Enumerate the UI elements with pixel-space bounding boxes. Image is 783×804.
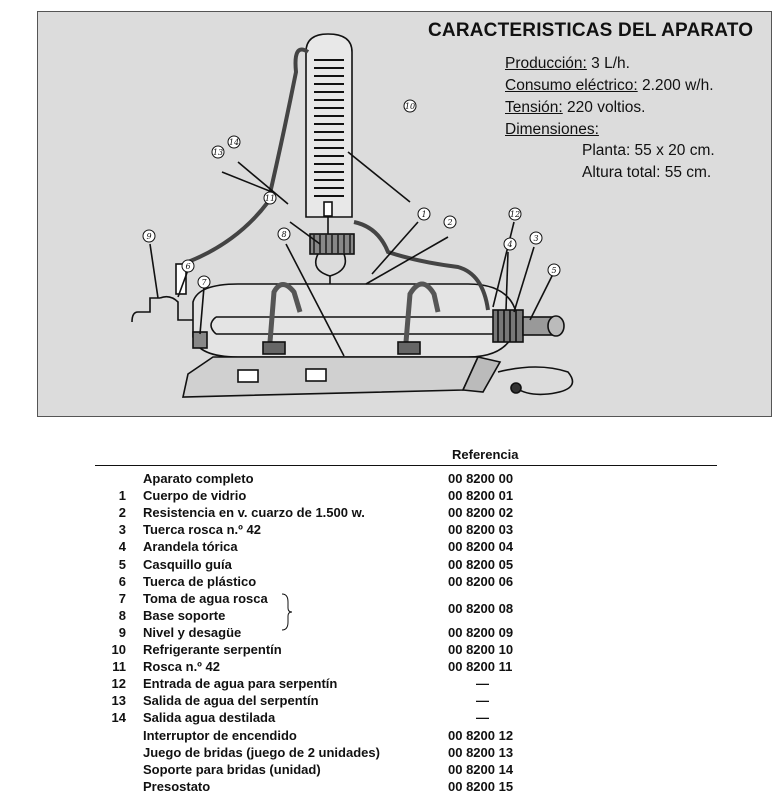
- spec-dimensiones: [505, 121, 599, 139]
- spec-planta: Planta: 55 x 20 cm.: [582, 142, 715, 159]
- table-row: [0, 625, 783, 642]
- part-number: 2: [118, 505, 126, 521]
- svg-text:1: 1: [421, 210, 427, 219]
- part-description: Refrigerante serpentín: [143, 642, 282, 657]
- table-row: [0, 762, 783, 779]
- part-reference: 00 8200 02: [448, 505, 514, 521]
- part-description: Soporte para bridas (unidad): [143, 761, 321, 777]
- callout-14: [228, 136, 240, 148]
- distiller-drawing: [38, 12, 773, 418]
- part-reference: —: [476, 676, 489, 692]
- spec-consumo-value: 2.200 w/h.: [641, 77, 714, 94]
- part-number: 10: [111, 642, 126, 657]
- spec-produccion-label: Producción:: [505, 55, 587, 72]
- part-reference: 00 8200 13: [448, 744, 514, 760]
- part-description: Tuerca rosca n.º 42: [143, 522, 261, 538]
- part-number: 5: [118, 556, 126, 572]
- part-number: 11: [112, 659, 126, 675]
- part-reference: 00 8200 15: [448, 778, 514, 794]
- callout-2: [444, 216, 456, 228]
- header-rule: [95, 465, 717, 466]
- part-reference: —: [476, 710, 489, 726]
- table-row: [0, 728, 783, 745]
- callout-5: [548, 264, 560, 276]
- table-row: [0, 522, 783, 539]
- spec-produccion-value: 3 L/h.: [591, 55, 630, 72]
- part-number: 8: [118, 607, 126, 623]
- svg-text:14: 14: [228, 138, 240, 147]
- spec-produccion: [505, 55, 630, 73]
- part-description: Entrada de agua para serpentín: [143, 676, 338, 692]
- spec-tension: [505, 99, 645, 117]
- specs-title: CARACTERISTICAS DEL APARATO: [428, 20, 754, 41]
- callout-7: [198, 276, 210, 288]
- part-description: Tuerca de plástico: [143, 573, 257, 589]
- svg-text:5: 5: [551, 266, 557, 275]
- part-number: 14: [111, 710, 126, 726]
- spec-consumo-label: Consumo eléctrico:: [505, 77, 638, 94]
- part-number: 13: [111, 693, 126, 709]
- svg-text:12: 12: [509, 210, 521, 219]
- callout-12: [509, 208, 521, 220]
- callout-1: [418, 208, 430, 220]
- table-row: [0, 676, 783, 693]
- svg-text:3: 3: [533, 234, 539, 243]
- part-reference: 00 8200 03: [448, 522, 514, 538]
- callout-4: [504, 238, 516, 250]
- table-row: [0, 591, 783, 608]
- part-number: 7: [118, 590, 126, 606]
- table-row: [0, 642, 783, 659]
- table-row: [0, 659, 783, 676]
- part-description: Arandela tórica: [143, 539, 238, 555]
- part-reference: 00 8200 14: [448, 761, 514, 777]
- callout-3: [530, 232, 542, 244]
- part-reference: 00 8200 12: [448, 727, 514, 743]
- svg-text:13: 13: [212, 148, 224, 157]
- part-description: Base soporte: [143, 607, 226, 623]
- part-number: 6: [118, 573, 126, 589]
- part-number: 1: [118, 488, 126, 504]
- part-description: Salida agua destilada: [143, 710, 276, 726]
- spec-tension-label: Tensión:: [505, 99, 563, 116]
- table-row: [0, 505, 783, 522]
- callout-8: [278, 228, 290, 240]
- callout-6: [182, 260, 194, 272]
- part-number: 12: [111, 676, 126, 692]
- spec-tension-value: 220 voltios.: [567, 99, 646, 116]
- table-row: [0, 608, 783, 625]
- part-description: Casquillo guía: [143, 556, 232, 572]
- svg-text:9: 9: [146, 232, 152, 241]
- callout-10: [404, 100, 416, 112]
- part-description: Presostato: [143, 778, 211, 794]
- part-number: 3: [118, 522, 126, 538]
- part-description: Interruptor de encendido: [143, 727, 297, 743]
- reference-header: Referencia: [452, 447, 519, 462]
- part-number: 9: [118, 624, 126, 640]
- part-description: Aparato completo: [143, 471, 254, 486]
- callout-9: [143, 230, 155, 242]
- grouped-reference-7-8: 00 8200 08: [448, 601, 514, 616]
- part-description: Juego de bridas (juego de 2 unidades): [143, 744, 380, 760]
- part-reference: 00 8200 09: [448, 624, 514, 640]
- spec-dimensiones-label: Dimensiones:: [505, 121, 599, 138]
- callout-11: [264, 192, 276, 204]
- part-reference: 00 8200 10: [448, 642, 514, 657]
- part-reference: 00 8200 01: [448, 488, 514, 504]
- table-row: [0, 745, 783, 762]
- table-row: [0, 574, 783, 591]
- svg-text:11: 11: [264, 194, 276, 203]
- svg-text:7: 7: [201, 278, 207, 287]
- table-row: [0, 539, 783, 556]
- spec-altura: Altura total: 55 cm.: [582, 164, 712, 181]
- part-reference: 00 8200 04: [448, 539, 514, 555]
- svg-text:10: 10: [404, 102, 416, 111]
- table-row: [0, 488, 783, 505]
- apparatus-figure: [37, 11, 772, 417]
- callout-13: [212, 146, 224, 158]
- svg-text:4: 4: [507, 240, 513, 249]
- part-number: 4: [118, 539, 126, 555]
- part-reference: 00 8200 05: [448, 556, 514, 572]
- part-reference: —: [476, 693, 489, 709]
- table-row: [0, 779, 783, 796]
- part-description: Resistencia en v. cuarzo de 1.500 w.: [143, 505, 365, 521]
- part-description: Cuerpo de vidrio: [143, 488, 247, 504]
- part-description: Nivel y desagüe: [143, 624, 242, 640]
- part-description: Toma de agua rosca: [143, 590, 268, 606]
- part-reference: 00 8200 11: [448, 659, 513, 675]
- brace-icon: [280, 592, 294, 632]
- part-reference: 00 8200 06: [448, 573, 514, 589]
- table-row: [0, 693, 783, 710]
- part-reference: 00 8200 00: [448, 471, 514, 486]
- table-row: [0, 471, 783, 488]
- part-description: Rosca n.º 42: [143, 659, 221, 675]
- part-description: Salida de agua del serpentín: [143, 693, 319, 709]
- table-row: [0, 710, 783, 727]
- spec-consumo: [505, 77, 714, 95]
- svg-text:8: 8: [281, 230, 287, 239]
- svg-text:2: 2: [447, 218, 453, 227]
- table-row: [0, 557, 783, 574]
- svg-text:6: 6: [185, 262, 191, 271]
